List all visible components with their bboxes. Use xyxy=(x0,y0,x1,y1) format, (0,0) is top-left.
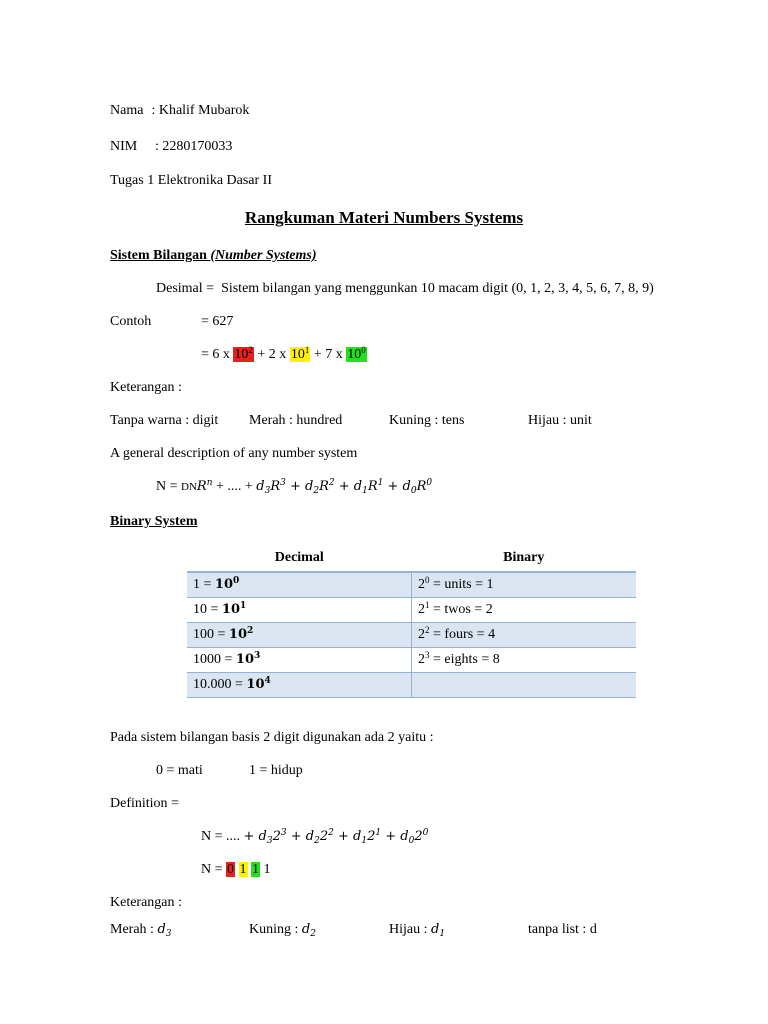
definition-label: Definition = xyxy=(110,796,179,811)
contoh-value: = 627 xyxy=(201,314,234,329)
def-formula-prefix: N = .... xyxy=(201,829,241,844)
table-row xyxy=(187,598,636,623)
expansion-mid1: + 2 x xyxy=(257,347,287,362)
formula-dots: + .... + xyxy=(216,479,253,494)
contoh-expansion xyxy=(201,346,367,364)
page-title: Rangkuman Materi Numbers Systems xyxy=(244,208,524,227)
sistem-bilangan-heading xyxy=(110,247,317,265)
basis-text: Pada sistem bilangan basis 2 digit digunakan ada 2 yaitu : xyxy=(110,730,434,745)
hidup-text: 1 = hidup xyxy=(249,763,303,778)
table-row xyxy=(187,623,636,648)
sistem-bilangan-heading-italic: (Number Systems) xyxy=(210,248,317,263)
decimal-cell: $100 = 10^2$ xyxy=(187,623,412,648)
units-term: $10^0$ xyxy=(347,345,366,362)
table-row xyxy=(187,572,636,598)
general-description: A general description of any number system xyxy=(110,446,358,461)
nim-line xyxy=(110,138,232,156)
decimal-cell: $10 = 10^1$ xyxy=(187,598,412,623)
digit-d0: 1 xyxy=(263,862,271,877)
table-header-binary: Binary xyxy=(503,550,545,565)
contoh-label: Contoh xyxy=(110,314,152,329)
nim-value: : 2280170033 xyxy=(155,139,233,154)
desimal-line xyxy=(156,280,654,298)
legend2-merah: Merah : $d_3$ xyxy=(110,922,172,939)
legend-hundred: Merah : hundred xyxy=(249,413,343,428)
decimal-cell: $1000 = 10^3$ xyxy=(187,648,412,673)
mati-text: 0 = mati xyxy=(156,763,203,778)
legend2-tanpa: tanpa list : d xyxy=(528,922,597,937)
tugas-line: Tugas 1 Elektronika Dasar II xyxy=(110,173,273,188)
expansion-mid2: + 7 x xyxy=(313,347,343,362)
sistem-bilangan-heading-text: Sistem Bilangan xyxy=(110,248,207,263)
tens-term: $10^1$ xyxy=(290,345,310,362)
digit-d1: 1 xyxy=(252,862,260,877)
n-prefix: N = xyxy=(201,862,223,877)
digit-d3: 0 xyxy=(227,862,235,877)
expansion-prefix: = 6 x xyxy=(201,347,230,362)
legend2-kuning: Kuning : $d_2$ xyxy=(249,922,316,939)
binary-system-heading: Binary System xyxy=(110,514,198,529)
nim-label: NIM xyxy=(110,139,138,154)
legend2-hijau: Hijau : $d_1$ xyxy=(389,922,446,939)
table-header-decimal: Decimal xyxy=(274,550,324,565)
binary-cell: $2^2$ = fours = 4 xyxy=(412,623,637,648)
n-example xyxy=(201,861,271,879)
decimal-cell: $1 = 10^0$ xyxy=(187,572,412,598)
keterangan-2: Keterangan : xyxy=(110,895,182,910)
formula-dn: DN xyxy=(181,481,197,493)
definition-formula: N = .... + $d_32^3 + d_22^2 + d_12^1 + d_02^0$ xyxy=(201,828,429,846)
legend-unit: Hijau : unit xyxy=(528,413,592,428)
binary-table xyxy=(187,545,636,698)
legend-tens: Kuning : tens xyxy=(389,413,465,428)
desimal-label: Desimal = xyxy=(156,281,215,296)
legend-digit: Tanpa warna : digit xyxy=(110,413,219,428)
keterangan-1: Keterangan : xyxy=(110,380,182,395)
digit-d2: 1 xyxy=(239,862,247,877)
binary-cell: $2^0$ = units = 1 xyxy=(412,572,637,598)
decimal-cell: $10.000 = 10^4$ xyxy=(187,673,412,698)
table-row xyxy=(187,673,636,698)
hundreds-term: $10^2$ xyxy=(234,345,253,362)
desimal-text: Sistem bilangan yang menggunkan 10 macam digit (0, 1, 2, 3, 4, 5, 6, 7, 8, 9) xyxy=(221,281,654,296)
formula-prefix: N = xyxy=(156,479,178,494)
general-formula: N = DNR$^n$ + .... + $d_3R^3 + d_2R^2 + d_1R^1 + d_0R^0$ xyxy=(156,478,433,496)
binary-cell: $2^1$ = twos = 2 xyxy=(412,598,637,623)
nama-value: : Khalif Mubarok xyxy=(151,103,250,118)
nama-label: Nama xyxy=(110,103,144,118)
binary-cell: $2^3$ = eights = 8 xyxy=(412,648,637,673)
table-row xyxy=(187,648,636,673)
binary-cell xyxy=(412,673,637,698)
nama-line xyxy=(110,102,249,120)
